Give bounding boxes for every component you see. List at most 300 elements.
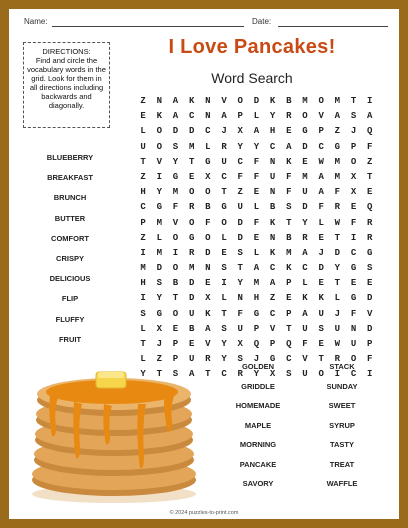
grid-letter[interactable]: O xyxy=(237,96,243,106)
grid-letter[interactable]: C xyxy=(140,202,146,213)
grid-letter[interactable]: A xyxy=(188,369,195,380)
grid-letter[interactable]: C xyxy=(269,141,276,152)
grid-letter[interactable]: E xyxy=(350,278,357,289)
grid-letter[interactable]: H xyxy=(140,187,146,198)
grid-letter[interactable]: O xyxy=(350,354,357,365)
grid-letter[interactable]: P xyxy=(286,278,292,289)
grid-letter[interactable]: E xyxy=(318,339,324,349)
grid-letter[interactable]: F xyxy=(334,187,341,198)
page-subtitle: Word Search xyxy=(211,70,293,86)
grid-letter[interactable]: O xyxy=(350,156,357,167)
grid-letter[interactable]: Y xyxy=(237,278,243,289)
grid-letter[interactable]: L xyxy=(221,293,227,304)
grid-letter[interactable]: C xyxy=(318,141,324,152)
grid-letter[interactable]: D xyxy=(188,293,195,304)
grid-letter[interactable]: C xyxy=(269,263,276,274)
grid-letter[interactable]: A xyxy=(367,111,373,122)
grid-letter[interactable]: A xyxy=(302,247,308,258)
grid-letter[interactable]: O xyxy=(188,217,195,228)
grid-letter[interactable]: B xyxy=(172,278,179,289)
grid-letter[interactable]: Z xyxy=(140,96,146,106)
grid-letter[interactable]: J xyxy=(350,126,357,137)
grid-letter[interactable]: F xyxy=(318,202,324,213)
grid-letter[interactable]: J xyxy=(253,354,260,365)
grid-letter[interactable]: E xyxy=(188,171,195,182)
grid-letter[interactable]: A xyxy=(221,111,227,122)
word-list-item: SWEET xyxy=(328,401,356,410)
grid-letter[interactable]: S xyxy=(172,141,179,152)
grid-letter[interactable]: J xyxy=(318,247,324,258)
grid-letter[interactable]: F xyxy=(205,217,211,228)
grid-letter[interactable]: T xyxy=(172,293,179,304)
grid-letter[interactable]: Y xyxy=(237,141,243,152)
grid-letter[interactable]: X xyxy=(350,187,357,198)
grid-letter[interactable]: G xyxy=(350,263,357,274)
grid-letter[interactable]: D xyxy=(205,247,211,258)
grid-letter[interactable]: O xyxy=(318,369,324,380)
grid-letter[interactable]: M xyxy=(156,217,162,228)
grid-letter[interactable]: W xyxy=(318,156,324,167)
grid-letter[interactable]: R xyxy=(188,202,195,213)
grid-letter[interactable]: C xyxy=(221,369,227,380)
grid-letter[interactable]: M xyxy=(302,171,308,182)
grid-letter[interactable]: T xyxy=(334,278,341,289)
grid-letter[interactable]: M xyxy=(140,263,146,274)
grid-letter[interactable]: W xyxy=(334,339,341,349)
grid-letter[interactable]: D xyxy=(318,263,324,274)
grid-letter[interactable]: K xyxy=(156,111,162,122)
grid-letter[interactable]: D xyxy=(253,96,260,106)
grid-letter[interactable]: P xyxy=(237,111,243,122)
grid-letter[interactable]: S xyxy=(237,354,243,365)
grid-letter[interactable]: X xyxy=(237,126,243,137)
grid-letter[interactable]: Y xyxy=(221,339,227,349)
grid-letter[interactable]: F xyxy=(350,217,357,228)
grid-letter[interactable]: L xyxy=(156,232,162,243)
grid-letter[interactable]: X xyxy=(269,369,276,380)
grid-letter[interactable]: Y xyxy=(140,369,146,380)
grid-letter[interactable]: Y xyxy=(253,141,260,152)
grid-letter[interactable]: I xyxy=(156,171,162,182)
grid-letter[interactable]: R xyxy=(302,232,308,243)
grid-letter[interactable]: S xyxy=(367,263,373,274)
grid-letter[interactable]: C xyxy=(205,126,211,137)
grid-letter[interactable]: T xyxy=(237,263,243,274)
grid-letter[interactable]: D xyxy=(302,141,308,152)
grid-letter[interactable]: F xyxy=(350,308,357,319)
grid-letter[interactable]: S xyxy=(350,111,357,122)
grid-letter[interactable]: L xyxy=(253,247,260,258)
grid-letter[interactable]: I xyxy=(367,369,373,380)
grid-letter[interactable]: R xyxy=(367,217,373,228)
grid-letter[interactable]: C xyxy=(221,171,227,182)
grid-letter[interactable]: P xyxy=(140,217,146,228)
grid-letter[interactable]: X xyxy=(156,323,162,334)
grid-letter[interactable]: Y xyxy=(334,263,341,274)
grid-letter[interactable]: R xyxy=(205,354,211,365)
grid-letter[interactable]: G xyxy=(334,141,341,152)
grid-letter[interactable]: N xyxy=(205,96,211,106)
grid-letter[interactable]: S xyxy=(221,323,227,334)
grid-letter[interactable]: M xyxy=(188,263,195,274)
grid-letter[interactable]: S xyxy=(318,323,324,334)
word-list-item: BLUEBERRY xyxy=(46,153,94,162)
grid-letter[interactable]: G xyxy=(269,354,276,365)
grid-letter[interactable]: P xyxy=(318,126,324,137)
grid-letter[interactable]: P xyxy=(286,308,292,319)
grid-letter[interactable]: X xyxy=(205,293,211,304)
grid-letter[interactable]: Z xyxy=(237,187,243,198)
grid-letter[interactable]: E xyxy=(172,323,179,334)
grid-letter[interactable]: D xyxy=(172,126,179,137)
grid-letter[interactable]: S xyxy=(221,263,227,274)
word-list-left xyxy=(30,152,110,354)
grid-letter[interactable]: D xyxy=(302,202,308,213)
word-list-item: COMFORT xyxy=(51,233,89,243)
grid-letter[interactable]: T xyxy=(221,308,227,319)
grid-letter[interactable]: Z xyxy=(140,171,146,182)
grid-letter[interactable]: M xyxy=(334,96,341,106)
grid-letter[interactable]: U xyxy=(237,202,243,213)
grid-letter[interactable]: C xyxy=(350,247,357,258)
grid-letter[interactable]: R xyxy=(286,111,292,122)
grid-letter[interactable]: V xyxy=(367,308,373,319)
word-list-item: GOLDEN xyxy=(241,362,275,371)
grid-letter[interactable]: T xyxy=(140,156,146,167)
grid-letter[interactable]: U xyxy=(302,369,308,380)
grid-letter[interactable]: I xyxy=(334,369,341,380)
grid-letter[interactable]: N xyxy=(205,111,211,122)
grid-letter[interactable]: O xyxy=(221,217,227,228)
word-list-item: PANCAKE xyxy=(239,459,277,469)
grid-letter[interactable]: D xyxy=(188,126,195,137)
grid-letter[interactable]: E xyxy=(286,126,292,137)
grid-letter[interactable]: S xyxy=(286,202,292,213)
grid-letter[interactable]: I xyxy=(140,247,146,258)
grid-letter[interactable]: R xyxy=(221,141,227,152)
grid-letter[interactable]: U xyxy=(350,339,357,349)
grid-letter[interactable]: D xyxy=(367,323,373,334)
grid-letter[interactable]: A xyxy=(318,171,324,182)
grid-letter[interactable]: L xyxy=(302,278,308,289)
grid-letter[interactable]: E xyxy=(318,278,324,289)
grid-letter[interactable]: D xyxy=(334,247,341,258)
grid-letter[interactable]: Z xyxy=(156,354,162,365)
grid-letter[interactable]: Y xyxy=(302,217,308,228)
grid-letter[interactable]: T xyxy=(334,232,341,243)
grid-letter[interactable]: O xyxy=(318,96,324,106)
grid-letter[interactable]: G xyxy=(221,202,227,213)
grid-letter[interactable]: A xyxy=(172,111,179,122)
grid-letter[interactable]: E xyxy=(253,187,260,198)
grid-letter[interactable]: Y xyxy=(172,156,179,167)
grid-letter[interactable]: F xyxy=(253,171,260,182)
word-list-mid xyxy=(222,361,294,498)
grid-letter[interactable]: X xyxy=(205,171,211,182)
grid-letter[interactable]: M xyxy=(253,278,260,289)
word-list-item: HOMEMADE xyxy=(235,401,281,410)
grid-letter[interactable]: V xyxy=(205,339,211,349)
name-label: Name: xyxy=(24,17,48,26)
grid-letter[interactable]: Z xyxy=(367,156,373,167)
grid-letter[interactable]: T xyxy=(318,354,324,365)
grid-letter[interactable]: D xyxy=(188,278,195,289)
grid-letter[interactable]: O xyxy=(172,232,179,243)
word-list-item: BREAKFAST xyxy=(47,173,93,183)
grid-letter[interactable]: O xyxy=(172,308,179,319)
grid-letter[interactable]: A xyxy=(286,141,292,152)
grid-letter[interactable]: V xyxy=(318,111,324,122)
grid-letter[interactable]: O xyxy=(156,126,162,137)
grid-letter[interactable]: R xyxy=(367,232,373,243)
grid-letter[interactable]: F xyxy=(237,171,243,182)
grid-letter[interactable]: T xyxy=(140,339,146,349)
grid-letter[interactable]: J xyxy=(156,339,162,349)
grid-letter[interactable]: B xyxy=(286,96,292,106)
grid-letter[interactable]: N xyxy=(269,156,276,167)
grid-letter[interactable]: R xyxy=(237,369,243,380)
grid-letter[interactable]: E xyxy=(140,111,146,122)
grid-letter[interactable]: J xyxy=(221,126,227,137)
grid-letter[interactable]: P xyxy=(172,354,179,365)
grid-letter[interactable]: Y xyxy=(156,187,162,198)
grid-letter[interactable]: Z xyxy=(269,293,276,304)
grid-letter[interactable]: D xyxy=(156,263,162,274)
grid-letter[interactable]: M xyxy=(188,141,195,152)
grid-letter[interactable]: A xyxy=(172,96,179,106)
grid-letter[interactable]: Y xyxy=(269,111,276,122)
grid-letter[interactable]: K xyxy=(286,156,292,167)
word-list-item: SYRUP xyxy=(329,420,355,430)
grid-letter[interactable]: Q xyxy=(367,202,373,213)
grid-letter[interactable]: F xyxy=(172,202,179,213)
grid-letter[interactable]: O xyxy=(172,263,179,274)
grid-letter[interactable]: K xyxy=(188,96,195,106)
grid-letter[interactable]: I xyxy=(221,278,227,289)
grid-letter[interactable]: N xyxy=(350,323,357,334)
grid-letter[interactable]: I xyxy=(367,96,373,106)
grid-letter[interactable]: O xyxy=(205,232,211,243)
grid-letter[interactable]: G xyxy=(156,202,162,213)
grid-letter[interactable]: M xyxy=(334,171,341,182)
grid-letter[interactable]: Y xyxy=(156,293,162,304)
grid-letter[interactable]: A xyxy=(302,308,308,319)
grid-letter[interactable]: B xyxy=(188,323,195,334)
grid-letter[interactable]: I xyxy=(350,232,357,243)
grid-letter[interactable]: A xyxy=(269,278,276,289)
grid-letter[interactable]: H xyxy=(269,126,276,137)
grid-letter[interactable]: A xyxy=(253,126,260,137)
grid-letter[interactable]: U xyxy=(237,323,243,334)
grid-letter[interactable]: L xyxy=(221,232,227,243)
grid-letter[interactable]: T xyxy=(286,323,292,334)
grid-letter[interactable]: U xyxy=(188,354,195,365)
grid-letter[interactable]: K xyxy=(318,293,324,304)
grid-letter[interactable]: X xyxy=(237,339,243,349)
grid-letter[interactable]: C xyxy=(286,354,292,365)
grid-letter[interactable]: E xyxy=(205,278,211,289)
grid-letter[interactable]: T xyxy=(367,171,373,182)
grid-letter[interactable]: Z xyxy=(140,232,146,243)
grid-letter[interactable]: F xyxy=(286,187,292,198)
grid-letter[interactable]: Q xyxy=(253,339,260,349)
directions-text: Find and circle the vocabulary words in the grid. Look for them in all directions including backwards and diagonally. xyxy=(27,56,106,110)
grid-letter[interactable]: I xyxy=(140,293,146,304)
grid-letter[interactable]: M xyxy=(334,156,341,167)
grid-letter[interactable]: W xyxy=(334,217,341,228)
grid-letter[interactable]: T xyxy=(205,369,211,380)
grid-letter[interactable]: S xyxy=(237,247,243,258)
grid-letter[interactable]: M xyxy=(156,247,162,258)
word-list-item: TASTY xyxy=(329,440,355,449)
grid-letter[interactable]: K xyxy=(302,293,308,304)
grid-letter[interactable]: K xyxy=(269,247,276,258)
grid-letter[interactable]: I xyxy=(172,247,179,258)
grid-letter[interactable]: L xyxy=(334,293,341,304)
grid-letter[interactable]: P xyxy=(350,141,357,152)
grid-letter[interactable]: E xyxy=(350,202,357,213)
grid-letter[interactable]: Q xyxy=(286,339,292,349)
grid-letter[interactable]: N xyxy=(269,232,276,243)
grid-letter[interactable]: P xyxy=(172,339,179,349)
grid-letter[interactable]: T xyxy=(286,217,292,228)
pancake-stack-illustration xyxy=(14,358,204,506)
grid-letter[interactable]: Z xyxy=(334,126,341,137)
grid-letter[interactable]: G xyxy=(156,308,162,319)
grid-letter[interactable]: L xyxy=(205,141,211,152)
grid-letter[interactable]: G xyxy=(302,126,308,137)
grid-letter[interactable]: R xyxy=(188,247,195,258)
grid-letter[interactable]: U xyxy=(302,187,308,198)
grid-letter[interactable]: G xyxy=(350,293,357,304)
grid-letter[interactable]: H xyxy=(253,293,260,304)
grid-letter[interactable]: Q xyxy=(367,126,373,137)
grid-letter[interactable]: V xyxy=(269,323,276,334)
grid-letter[interactable]: R xyxy=(334,202,341,213)
grid-letter[interactable]: K xyxy=(269,217,276,228)
grid-letter[interactable]: K xyxy=(205,308,211,319)
grid-letter[interactable]: V xyxy=(172,217,179,228)
grid-letter[interactable]: B xyxy=(286,232,292,243)
grid-letter[interactable]: O xyxy=(205,187,211,198)
grid-letter[interactable]: R xyxy=(334,354,341,365)
grid-letter[interactable]: B xyxy=(205,202,211,213)
grid-letter[interactable]: K xyxy=(286,263,292,274)
grid-letter[interactable]: U xyxy=(269,171,276,182)
grid-letter[interactable]: M xyxy=(172,187,179,198)
grid-letter[interactable]: T xyxy=(188,156,195,167)
grid-letter[interactable]: L xyxy=(253,202,260,213)
grid-letter[interactable]: A xyxy=(334,111,341,122)
grid-letter[interactable]: L xyxy=(253,111,260,122)
grid-letter[interactable]: F xyxy=(286,171,292,182)
grid-letter[interactable]: D xyxy=(237,217,243,228)
grid-letter[interactable]: F xyxy=(367,141,373,152)
grid-letter[interactable]: T xyxy=(156,369,162,380)
grid-letter[interactable]: U xyxy=(140,141,146,152)
grid-letter[interactable]: L xyxy=(318,217,324,228)
grid-letter[interactable]: D xyxy=(367,293,373,304)
grid-letter[interactable]: T xyxy=(221,187,227,198)
grid-letter[interactable]: G xyxy=(172,171,179,182)
grid-letter[interactable]: G xyxy=(253,308,260,319)
grid-letter[interactable]: N xyxy=(156,96,162,106)
grid-letter[interactable]: L xyxy=(140,126,146,137)
grid-letter[interactable]: F xyxy=(302,339,308,349)
grid-letter[interactable]: C xyxy=(269,308,276,319)
grid-letter[interactable]: C xyxy=(302,263,308,274)
grid-letter[interactable]: C xyxy=(237,156,243,167)
grid-letter[interactable]: U xyxy=(302,323,308,334)
grid-letter[interactable]: F xyxy=(253,217,260,228)
grid-letter[interactable]: Y xyxy=(221,354,227,365)
grid-letter[interactable]: V xyxy=(156,156,162,167)
grid-letter[interactable]: A xyxy=(318,187,324,198)
grid-letter[interactable]: Y xyxy=(253,369,260,380)
grid-letter[interactable]: H xyxy=(140,278,146,289)
grid-letter[interactable]: E xyxy=(367,187,373,198)
grid-letter[interactable]: X xyxy=(350,171,357,182)
grid-letter[interactable]: O xyxy=(188,187,195,198)
grid-letter[interactable]: O xyxy=(156,141,162,152)
grid-letter[interactable]: E xyxy=(221,247,227,258)
grid-letter[interactable]: F xyxy=(253,156,260,167)
grid-letter[interactable]: P xyxy=(253,323,260,334)
grid-letter[interactable]: G xyxy=(367,247,373,258)
grid-letter[interactable]: T xyxy=(350,96,357,106)
grid-letter[interactable]: A xyxy=(205,323,211,334)
grid-letter[interactable]: J xyxy=(334,308,341,319)
grid-letter[interactable]: E xyxy=(318,232,324,243)
grid-letter[interactable]: S xyxy=(156,278,162,289)
grid-letter[interactable]: N xyxy=(237,293,243,304)
grid-letter[interactable]: O xyxy=(302,111,308,122)
grid-letter[interactable]: E xyxy=(367,278,373,289)
grid-letter[interactable]: C xyxy=(188,111,195,122)
grid-letter[interactable]: K xyxy=(269,96,276,106)
grid-letter[interactable]: A xyxy=(253,263,260,274)
grid-letter[interactable]: N xyxy=(269,187,276,198)
grid-letter[interactable]: E xyxy=(253,232,260,243)
grid-letter[interactable]: M xyxy=(302,96,308,106)
grid-letter[interactable]: P xyxy=(367,339,373,349)
grid-letter[interactable]: S xyxy=(140,308,146,319)
grid-letter[interactable]: G xyxy=(188,232,195,243)
grid-letter[interactable]: F xyxy=(367,354,373,365)
grid-letter[interactable]: S xyxy=(172,369,179,380)
grid-letter[interactable]: F xyxy=(237,308,243,319)
grid-letter[interactable]: U xyxy=(188,308,195,319)
grid-letter[interactable]: U xyxy=(318,308,324,319)
grid-letter[interactable]: P xyxy=(269,339,276,349)
grid-letter[interactable]: D xyxy=(237,232,243,243)
grid-letter[interactable]: U xyxy=(334,323,341,334)
grid-letter[interactable]: N xyxy=(205,263,211,274)
grid-letter[interactable]: E xyxy=(286,293,292,304)
grid-letter[interactable]: V xyxy=(221,96,227,106)
grid-letter[interactable]: E xyxy=(188,339,195,349)
grid-letter[interactable]: M xyxy=(286,247,292,258)
grid-letter[interactable]: L xyxy=(140,323,146,334)
grid-letter[interactable]: U xyxy=(221,156,227,167)
grid-letter[interactable]: L xyxy=(140,354,146,365)
grid-letter[interactable]: G xyxy=(205,156,211,167)
grid-letter[interactable]: S xyxy=(286,369,292,380)
grid-letter[interactable]: E xyxy=(302,156,308,167)
grid-letter[interactable]: C xyxy=(350,369,357,380)
grid-letter[interactable]: V xyxy=(302,354,308,365)
grid-letter[interactable]: B xyxy=(269,202,276,213)
